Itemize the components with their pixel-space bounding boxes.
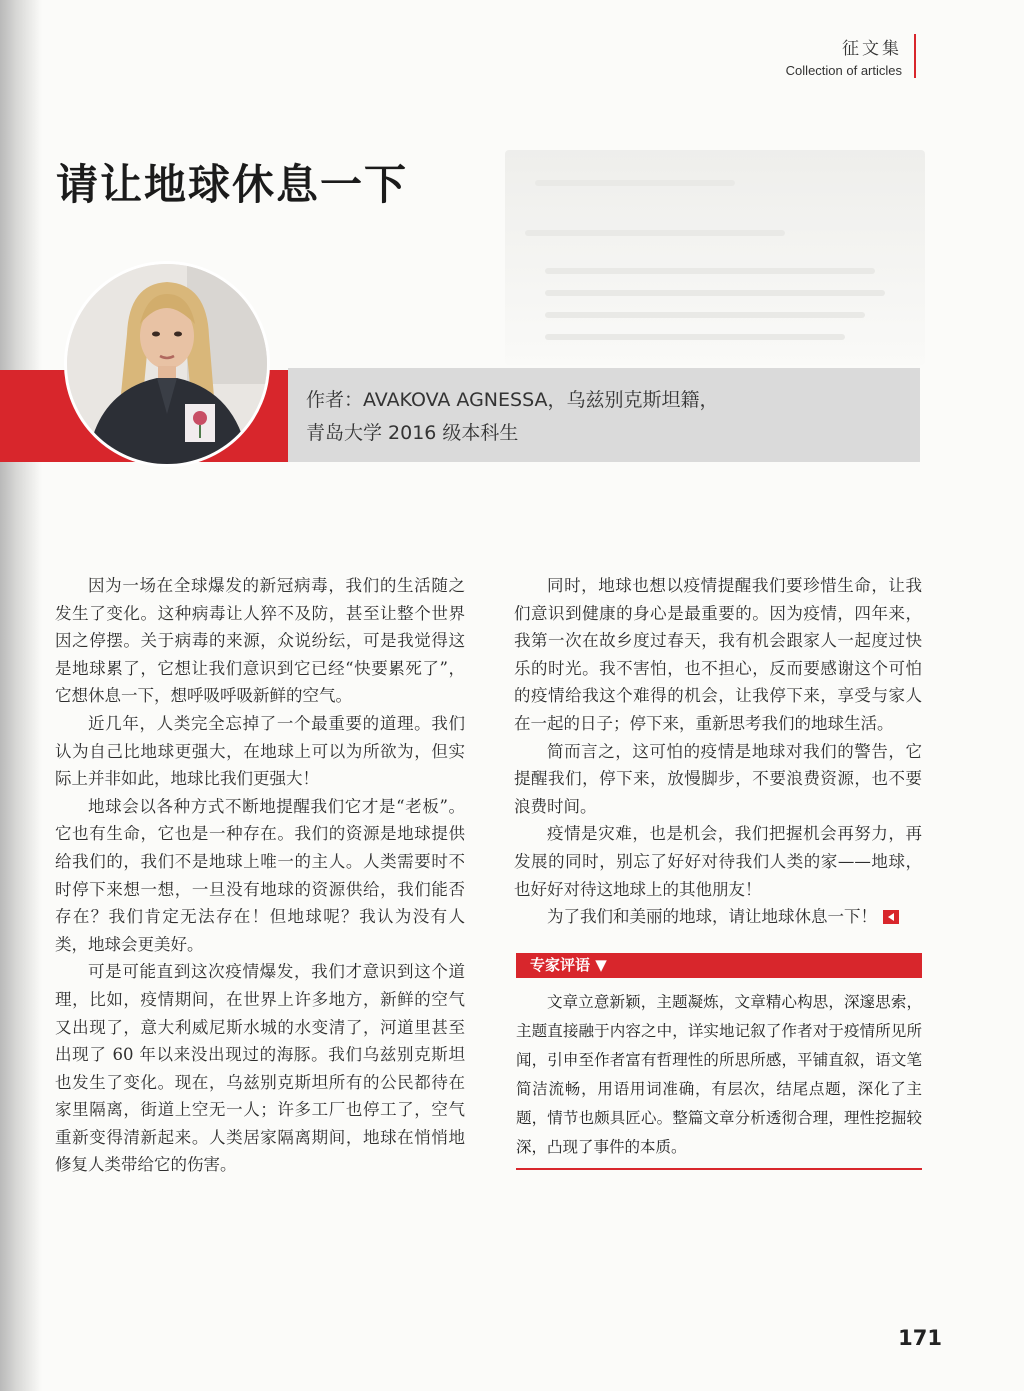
body-column-right	[514, 572, 922, 931]
paragraph: 近几年，人类完全忘掉了一个最重要的道理。我们认为自己比地球更强大，在地球上可以为所欲为，但实际上并非如此，地球比我们更强大！	[55, 713, 465, 789]
paragraph: 疫情是灾难，也是机会，我们把握机会再努力，再发展的同时，别忘了好好对待我们人类的家——地球，也好好对待这地球上的其他朋友！	[514, 824, 922, 899]
end-mark-icon	[883, 910, 899, 924]
paragraph: 可是可能直到这次疫情爆发，我们才意识到这个道理，比如，疫情期间，在世界上许多地方，新鲜的空气又出现了，意大利威尼斯水城的水变清了，河道里甚至出现了 60 年以来没出现过的海豚。我们乌兹别克斯坦也发生了变化。现在，乌兹别克斯坦所有的公民都待在家里隔离，街道上空无一人；许多工厂也停工了，空气重新变得清新起来。人类居家隔离期间，地球在悄悄地修复人类带给它的伤害。	[55, 962, 465, 1175]
article-title: 请让地球休息一下	[56, 160, 409, 209]
closing-paragraph	[514, 903, 922, 931]
paragraph: 简而言之，这可怕的疫情是地球对我们的警告，它提醒我们，停下来，放慢脚步，不要浪费资源，也不要浪费时间。	[514, 741, 922, 816]
section-header	[786, 34, 916, 78]
expert-bottom-rule	[516, 1168, 922, 1170]
author-portrait-illustration	[67, 264, 267, 464]
paragraph: 同时，地球也想以疫情提醒我们要珍惜生命，让我们意识到健康的身心是最重要的。因为疫情，四年来，我第一次在故乡度过春天，我有机会跟家人一起度过快乐的时光。我不害怕，也不担心，反而要感谢这个可怕的疫情给我这个难得的机会，让我停下来，享受与家人在一起的日子；停下来，重新思考我们的地球生活。	[514, 576, 922, 733]
author-line-1: 作者：AVAKOVA AGNESSA，乌兹别克斯坦籍，	[306, 389, 719, 411]
author-info	[306, 384, 719, 450]
show-through-background	[505, 150, 925, 365]
body-column-left	[55, 572, 465, 1179]
expert-comment-header: 专家评语 ▼	[516, 953, 922, 978]
author-photo	[67, 264, 267, 464]
section-title-en: Collection of articles	[785, 63, 902, 78]
section-title-cn: 征文集	[842, 39, 902, 59]
paragraph: 因为一场在全球爆发的新冠病毒，我们的生活随之发生了变化。这种病毒让人猝不及防，甚至让整个世界因之停摆。关于病毒的来源，众说纷纭，可是我觉得这是地球累了，它想让我们意识到它已经“快要累死了”，它想休息一下，想呼吸呼吸新鲜的空气。	[55, 576, 465, 706]
page-spine-shadow	[0, 0, 42, 1391]
paragraph: 地球会以各种方式不断地提醒我们它才是“老板”。它也有生命，它也是一种存在。我们的资源是地球提供给我们的，我们不是地球上唯一的主人。人类需要时不时停下来想一想，一旦没有地球的资源供给，我们能否存在？我们肯定无法存在！但地球呢？我认为没有人类，地球会更美好。	[55, 796, 465, 954]
author-line-2: 青岛大学 2016 级本科生	[306, 422, 519, 444]
expert-comment-text: 文章立意新颖，主题凝炼，文章精心构思，深邃思索，主题直接融于内容之中，详实地记叙了作者对于疫情所见所闻，引申至作者富有哲理性的所思所感，平铺直叙，语文笔简洁流畅，用语用词准确，有层次，结尾点题，深化了主题，情节也颇具匠心。整篇文章分析透彻合理，理性挖掘较深，凸现了事件的本质。	[516, 993, 922, 1156]
page-number: 171	[898, 1326, 942, 1350]
closing-text: 为了我们和美丽的地球，请让地球休息一下！	[547, 907, 877, 927]
